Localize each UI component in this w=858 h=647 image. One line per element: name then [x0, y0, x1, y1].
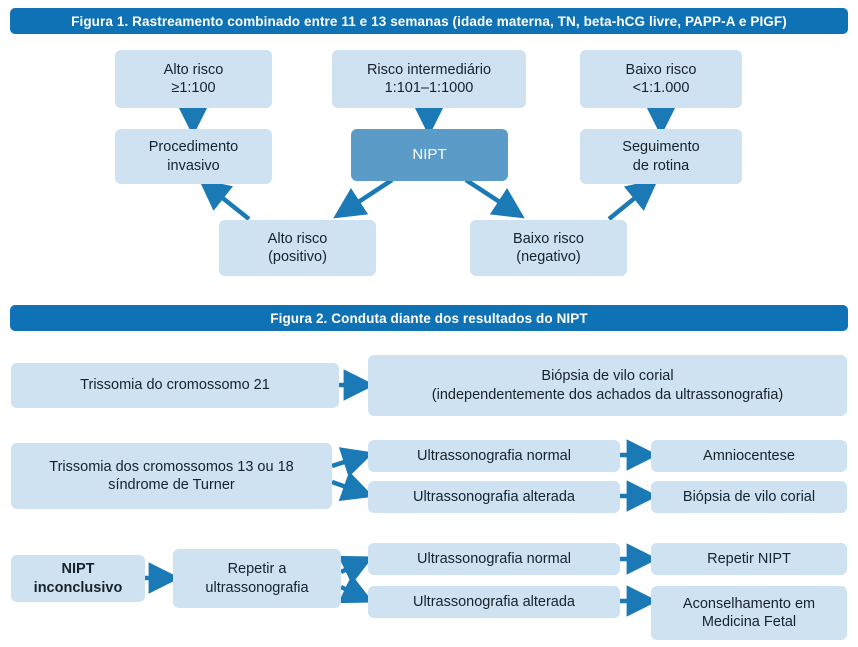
figure1-title-bar	[10, 8, 848, 34]
box-amniocentese	[651, 440, 847, 472]
arrow-repetir-us-to-us-normal	[341, 560, 366, 572]
box-biopsia-vilo-corial-21-line1: Biópsia de vilo corial	[541, 368, 674, 385]
box-ultrassonografia-normal-2-label: Ultrassonografia normal	[417, 550, 571, 567]
box-ultrassonografia-alterada-2-label: Ultrassonografia alterada	[412, 593, 575, 610]
box-trissomia-21	[11, 363, 339, 408]
arrow-nipt-to-baixo-risco-negativo	[466, 180, 518, 214]
box-nipt-inconclusivo-line1: NIPT	[61, 561, 95, 578]
box-seguimento-rotina-line1: Seguimento	[622, 139, 700, 156]
arrow-trissomia1318-to-us-alterada	[332, 482, 366, 494]
box-nipt-inconclusivo-line2: inconclusivo	[33, 579, 123, 596]
box-trissomia-13-18-turner-line2: síndrome de Turner	[108, 477, 235, 493]
box-amniocentese-label: Amniocentese	[703, 447, 795, 464]
box-repetir-nipt-label: Repetir NIPT	[707, 550, 791, 567]
box-ultrassonografia-normal-1-label: Ultrassonografia normal	[417, 447, 571, 464]
box-biopsia-vilo-corial-21-line2: (independentemente dos achados da ultrassonografia)	[431, 386, 784, 403]
box-procedimento-invasivo-line1: Procedimento	[148, 139, 239, 156]
box-alto-risco-line2: ≥1:100	[171, 80, 216, 96]
box-ultrassonografia-normal-2	[368, 543, 620, 575]
figure2-title-bar	[10, 305, 848, 331]
box-repetir-ultrassonografia-line2: ultrassonografia	[205, 579, 309, 596]
box-biopsia-vilo-corial-2	[651, 481, 847, 513]
box-alto-risco-positivo-line2: (positivo)	[268, 249, 327, 265]
box-aconselhamento-medicina-fetal-line1: Aconselhamento em	[682, 595, 816, 612]
box-biopsia-vilo-corial-2-label: Biópsia de vilo corial	[682, 488, 816, 505]
box-risco-intermediario	[332, 50, 526, 108]
box-trissomia-13-18-turner-line1: Trissomia dos cromossomos 13 ou 18	[49, 458, 294, 475]
box-seguimento-rotina-line2: de rotina	[632, 157, 690, 174]
box-baixo-risco-negativo-line1: Baixo risco	[513, 230, 584, 247]
box-alto-risco-positivo	[219, 220, 376, 276]
box-alto-risco	[115, 50, 272, 108]
box-baixo-risco-negativo-line2: (negativo)	[516, 249, 581, 265]
box-repetir-ultrassonografia	[173, 549, 341, 608]
box-alto-risco-line1: Alto risco	[163, 61, 224, 78]
box-baixo-risco-line1: Baixo risco	[625, 61, 697, 78]
box-trissomia-13-18-turner	[11, 443, 332, 509]
box-trissomia-21-line1: Trissomia do cromossomo 21	[80, 377, 270, 394]
box-baixo-risco-line2: <1:1.000	[632, 80, 690, 96]
box-procedimento-invasivo	[115, 129, 272, 184]
box-ultrassonografia-alterada-1	[368, 481, 620, 513]
box-ultrassonografia-alterada-2	[368, 586, 620, 618]
arrow-baixo-risco-negativo-to-seguimento	[609, 184, 652, 219]
arrow-alto-risco-positivo-to-procedimento	[205, 184, 249, 219]
arrow-nipt-to-alto-risco-positivo	[340, 180, 392, 214]
arrow-trissomia1318-to-us-normal	[332, 455, 366, 466]
box-risco-intermediario-line1: Risco intermediário	[366, 61, 492, 78]
box-repetir-ultrassonografia-line1: Repetir a	[227, 561, 287, 578]
box-aconselhamento-medicina-fetal	[651, 586, 847, 640]
box-ultrassonografia-alterada-1-label: Ultrassonografia alterada	[412, 488, 575, 505]
box-baixo-risco-negativo	[470, 220, 627, 276]
box-ultrassonografia-normal-1	[368, 440, 620, 472]
box-aconselhamento-medicina-fetal-line2: Medicina Fetal	[701, 614, 797, 630]
box-biopsia-vilo-corial-21	[368, 355, 847, 416]
box-seguimento-rotina	[580, 129, 742, 184]
box-alto-risco-positivo-line1: Alto risco	[267, 230, 328, 247]
box-risco-intermediario-line2: 1:101–1:1000	[384, 80, 474, 96]
box-nipt	[351, 129, 508, 181]
box-repetir-nipt	[651, 543, 847, 575]
box-nipt-label: NIPT	[412, 145, 447, 163]
box-baixo-risco	[580, 50, 742, 108]
arrow-repetir-us-to-us-alterada	[341, 587, 366, 599]
box-procedimento-invasivo-line2: invasivo	[167, 157, 220, 174]
box-nipt-inconclusivo	[11, 555, 145, 602]
figure2-title: Figura 2. Conduta diante dos resultados do NIPT	[270, 310, 588, 326]
figure1-title: Figura 1. Rastreamento combinado entre 11 e 13 semanas (idade materna, TN, beta-hCG livre, PAPP-A e PIGF)	[71, 13, 787, 29]
